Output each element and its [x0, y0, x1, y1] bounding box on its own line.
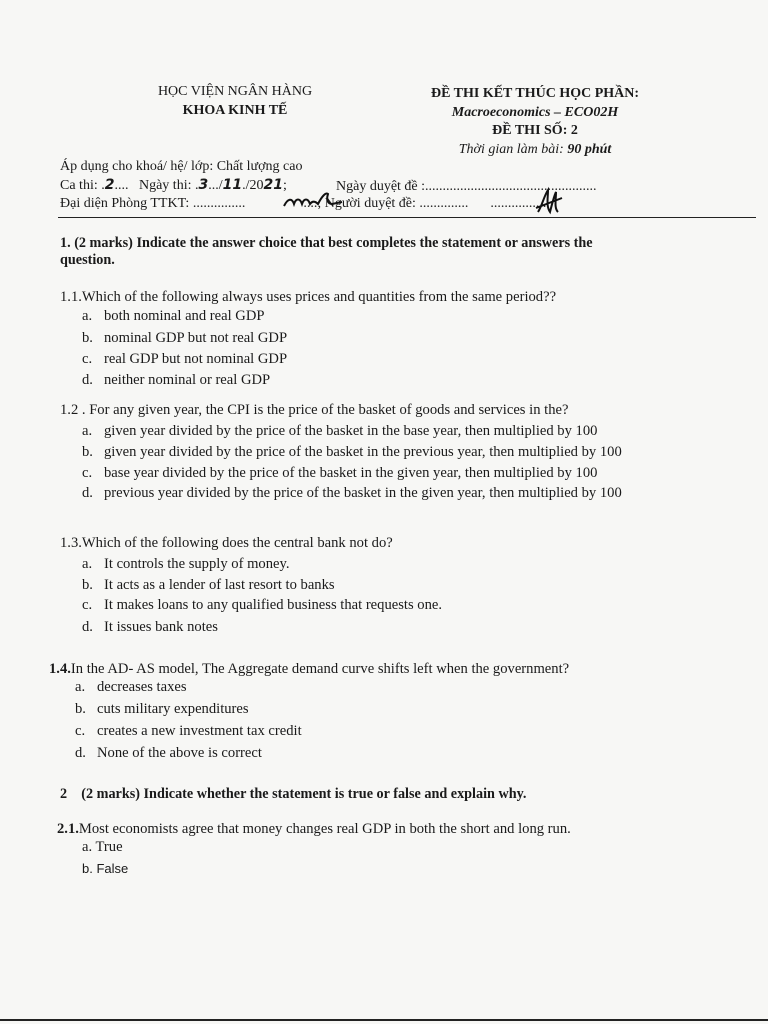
ngay-thi-day-handwritten: 3: [198, 177, 209, 193]
signature-nguoi-duyet: [534, 186, 564, 216]
option-1-2-c: c. base year divided by the price of the basket in the given year, then multiplied by 100: [82, 465, 598, 481]
exam-number: ĐỀ THI SỐ: 2: [492, 123, 578, 138]
option-1-2-b: b. given year divided by the price of the basket in the previous year, then multiplied by 100: [82, 444, 622, 460]
option-1-1-a: a. both nominal and real GDP: [82, 308, 265, 324]
page-bottom-edge: [0, 1019, 768, 1021]
ngay-duyet-line: Ngày duyệt đề :.................................................: [336, 179, 597, 194]
question-2-1: 2.1.Most economists agree that money changes real GDP in both the short and long run.: [57, 821, 571, 837]
ngay-thi-month-handwritten: 11: [222, 177, 243, 193]
option-1-1-b: b. nominal GDP but not real GDP: [82, 330, 288, 346]
question-1-4: 1.4.In the AD- AS model, The Aggregate demand curve shifts left when the government?: [49, 661, 570, 677]
institution-name: HỌC VIỆN NGÂN HÀNG: [157, 84, 313, 99]
option-2-1-a: a. True: [82, 839, 123, 855]
option-2-1-b: b. False: [82, 861, 129, 876]
section2-heading: 2 (2 marks) Indicate whether the statement is true or false and explain why.: [60, 786, 527, 802]
option-1-3-c: c. It makes loans to any qualified business that requests one.: [82, 597, 443, 613]
option-1-4-c: c. creates a new investment tax credit: [75, 723, 302, 739]
option-1-1-d: d. neither nominal or real GDP: [82, 372, 271, 388]
option-1-3-b: b. It acts as a lender of last resort to banks: [82, 577, 335, 593]
option-1-4-a: a. decreases taxes: [75, 679, 187, 695]
dai-dien-line: Đại diện Phòng TTKT: ............... ....; Người duyệt đề: .............. ................: [60, 196, 547, 211]
question-1-1: 1.1.Which of the following always uses prices and quantities from the same period??: [60, 289, 557, 305]
option-1-3-d: d. It issues bank notes: [82, 619, 218, 635]
ca-thi-handwritten: 2: [104, 177, 115, 193]
ngay-thi-year-handwritten: 21: [263, 177, 283, 193]
option-1-4-b: b. cuts military expenditures: [75, 701, 249, 717]
question-1-2: 1.2 . For any given year, the CPI is the price of the basket of goods and services in the?: [60, 402, 569, 418]
section1-heading-line1: 1. (2 marks) Indicate the answer choice that best completes the statement or answers the: [60, 235, 593, 251]
exam-title: ĐỀ THI KẾT THÚC HỌC PHẦN:: [430, 86, 640, 101]
ca-thi-line: Ca thi: .2.... Ngày thi: .3.../11./2021;: [60, 177, 287, 193]
option-1-4-d: d. None of the above is correct: [75, 745, 262, 761]
option-1-3-a: a. It controls the supply of money.: [82, 556, 290, 572]
option-1-2-a: a. given year divided by the price of the basket in the base year, then multiplied by 100: [82, 423, 598, 439]
question-1-3: 1.3.Which of the following does the central bank not do?: [60, 535, 393, 551]
course-name: Macroeconomics – ECO02H: [451, 105, 619, 120]
faculty-name: KHOA KINH TẾ: [182, 103, 288, 118]
option-1-1-c: c. real GDP but not nominal GDP: [82, 351, 288, 367]
section1-heading-line2: question.: [60, 252, 115, 268]
apply-line: Áp dụng cho khoá/ hệ/ lớp: Chất lượng cao: [60, 159, 303, 174]
option-1-2-d: d. previous year divided by the price of the basket in the given year, then multiplied by 100: [82, 485, 622, 501]
exam-duration: Thời gian làm bài: 90 phút: [458, 142, 612, 157]
header-divider: [58, 217, 756, 218]
signature-ttkt: [282, 190, 344, 212]
